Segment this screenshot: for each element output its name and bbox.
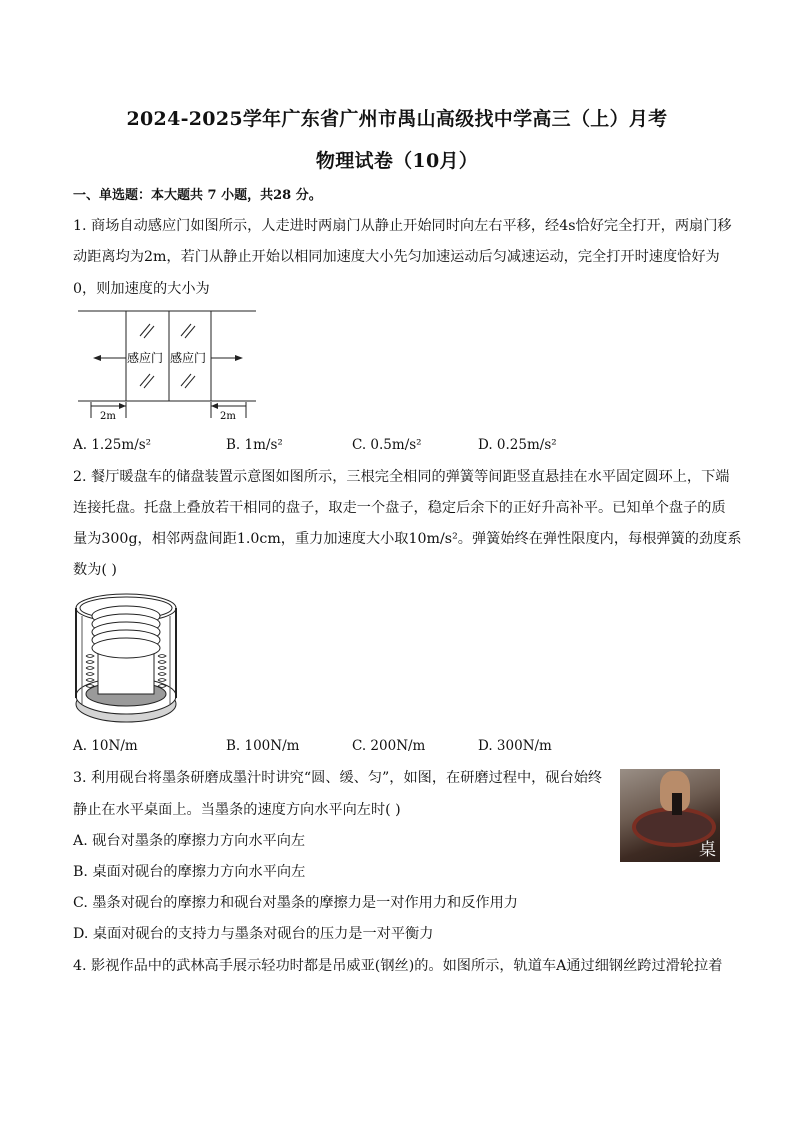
dist-right-label: 2m: [220, 411, 236, 422]
q3-option-b[interactable]: B. 桌面对砚台的摩擦力方向水平向左: [73, 864, 306, 880]
door-label-left: 感应门: [127, 351, 164, 365]
q3-option-c[interactable]: C. 墨条对砚台的摩擦力和砚台对墨条的摩擦力是一对作用力和反作用力: [73, 895, 518, 911]
q2-line-3: 量为300g，相邻两盘间距1.0cm，重力加速度大小取10m/s²。弹簧始终在弹性限度内，每根弹簧的劲度系: [73, 531, 742, 547]
q3-line-1: 3. 利用砚台将墨条研磨成墨汁时讲究“圆、缓、匀”，如图，在研磨过程中，砚台始终: [73, 770, 603, 786]
q4-line-1: 4. 影视作品中的武林高手展示轻功时都是吊威亚(钢丝)的。如图所示，轨道车A通过细钢丝跨过滑轮拉着: [73, 958, 723, 974]
q1-option-d[interactable]: D. 0.25m/s²: [478, 437, 557, 453]
q2-option-b[interactable]: B. 100N/m: [226, 738, 300, 754]
q2-line-2: 连接托盘。托盘上叠放若干相同的盘子，取走一个盘子，稳定后余下的正好升高补平。已知单个盘子的质: [73, 500, 726, 516]
q1-line-3: 0，则加速度的大小为: [73, 281, 210, 297]
door-label-right: 感应门: [170, 351, 207, 365]
q1-option-b[interactable]: B. 1m/s²: [226, 437, 283, 453]
q2-option-c[interactable]: C. 200N/m: [352, 738, 426, 754]
q1-option-c[interactable]: C. 0.5m/s²: [352, 437, 422, 453]
q2-line-4: 数为( ): [73, 562, 117, 578]
q3-option-a[interactable]: A. 砚台对墨条的摩擦力方向水平向左: [73, 833, 306, 849]
q3-option-d[interactable]: D. 桌面对砚台的支持力与墨条对砚台的压力是一对平衡力: [73, 926, 434, 942]
exam-subtitle: 物理试卷（10月）: [315, 150, 479, 172]
plate-warmer-figure: [72, 586, 180, 728]
q2-line-1: 2. 餐厅暖盘车的储盘装置示意图如图所示，三根完全相同的弹簧等间距竖直悬挂在水平固定圆环上，下端: [73, 469, 730, 485]
sensor-door-figure: [73, 306, 258, 424]
exam-title: 2024-2025学年广东省广州市禺山高级找中学高三（上）月考: [126, 108, 668, 130]
q3-line-2: 静止在水平桌面上。当墨条的速度方向水平向左时( ): [73, 802, 401, 818]
q1-line-1: 1. 商场自动感应门如图所示，人走进时两扇门从静止开始同时向左右平移，经4s恰好完全打开，两扇门移: [73, 218, 732, 234]
q1-line-2: 动距离均为2m，若门从静止开始以相同加速度大小先匀加速运动后匀减速运动，完全打开时速度恰好为: [73, 249, 720, 265]
photo-label: 桌: [699, 840, 716, 860]
q1-option-a[interactable]: A. 1.25m/s²: [73, 437, 152, 453]
q2-option-d[interactable]: D. 300N/m: [478, 738, 552, 754]
section-heading: 一、单选题：本大题共 7 小题，共28 分。: [73, 188, 322, 203]
dist-left-label: 2m: [100, 411, 116, 422]
q2-option-a[interactable]: A. 10N/m: [73, 738, 138, 754]
